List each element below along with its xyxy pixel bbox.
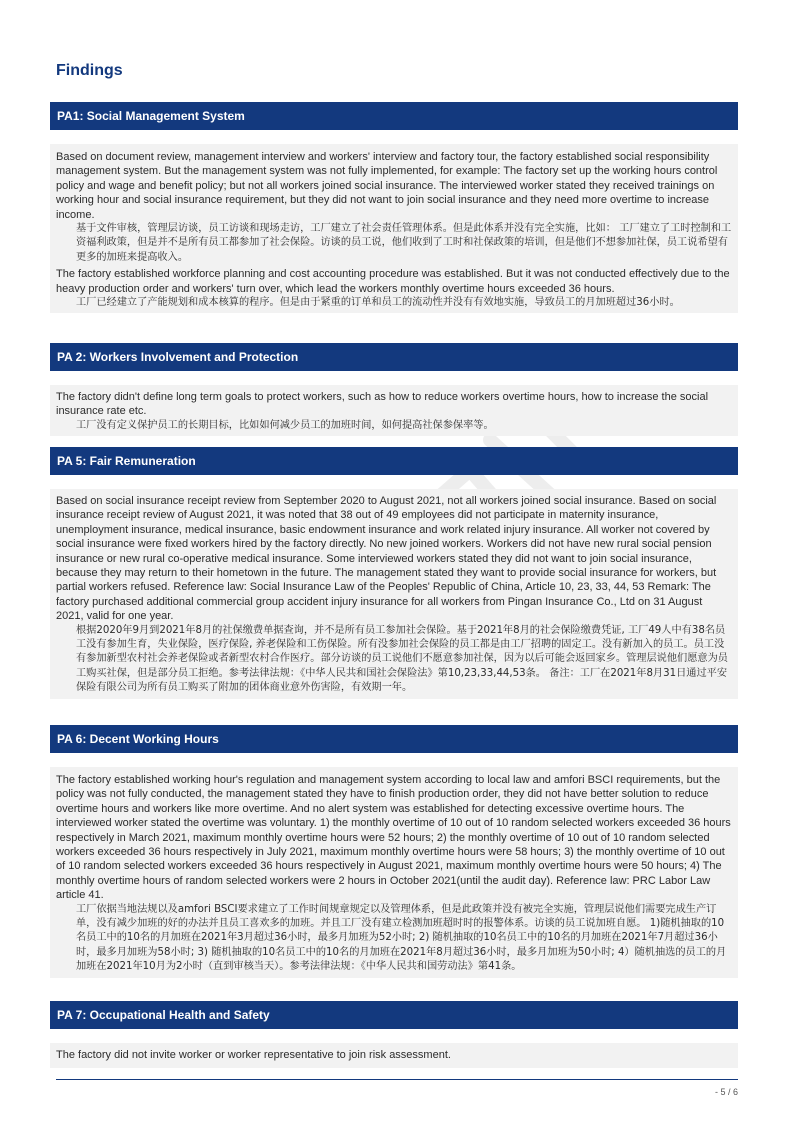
finding-text-cn: 工厂已经建立了产能规划和成本核算的程序。但是由于紧重的订单和员工的流动性并没有有效地实施，导致员工的月加班超过36小时。 — [76, 297, 680, 309]
section-heading: PA 7: Occupational Health and Safety — [50, 1001, 738, 1029]
finding-text-en: The factory established workforce planning and cost accounting procedure was established. But it was not conducted effectively due to the heavy production order and workers' turn over, which lead the workers monthly overtime hours exceeded 36 hours. — [56, 268, 730, 295]
finding-text-en: Based on document review, management interview and workers' interview and factory tour, the factory established social responsibility management system. But the management system was not fully implemented, for example: The factory set up the working hours control policy and wage and benefit policy; but not all workers joined social insurance. The interviewed worker stated they received trainings on working hour and social insurance requirement, but they did not want to join social insurance and they need more overtime to increase income. — [56, 151, 718, 221]
section-pa6 — [50, 725, 738, 978]
section-content — [50, 144, 738, 313]
finding-text-cn: 基于文件审核，管理层访谈，员工访谈和现场走访，工厂建立了社会责任管理体系。但是此体系并没有完全实施，比如： 工厂建立了工时控制和工资福利政策，但是并不是所有员工都参加了社会保险。访谈的员工说，他们收到了工时和社保政策的培训，但是他们不想参加社保，员工说希望有更多的加班来提高收入。 — [76, 223, 732, 263]
section-pa5 — [50, 447, 738, 699]
section-heading: PA 6: Decent Working Hours — [50, 725, 738, 753]
section-pa2 — [50, 343, 738, 436]
section-heading: PA 2: Workers Involvement and Protection — [50, 343, 738, 371]
page-number: - 5 / 6 — [714, 1087, 738, 1097]
section-content — [50, 489, 738, 699]
section-heading: PA1: Social Management System — [50, 102, 738, 130]
finding-text-en: The factory did not invite worker or worker representative to join risk assessment. — [56, 1049, 451, 1061]
page-title: Findings — [56, 62, 123, 79]
finding-text-cn: 根据2020年9月到2021年8月的社保缴费单据查询，并不是所有员工参加社会保险。基于2021年8月的社会保险缴费凭证, 工厂49人中有38名员工没有参加生育，失业保险，医疗保险, 养老保险和工伤保险。所有没参加社会保险的员工都是由工厂招聘的固定工。没有新加入的员工。员工没有参加新型农村社会养老保险或者新型农村合作医疗。部分访谈的员工说他们不愿意参加社保，因为以后可能会返回家乡。管理层说他们愿意为员工购买社保，但是部分员工拒绝。参考法律法规：《中华人民共和国社会保险法》第10,23,33,44,53条。 备注：工厂在2021年8月31日通过平安保险有限公司为所有员工购买了附加的团体商业意外伤害险，有效期一年。 — [76, 624, 728, 694]
finding-text-en: The factory established working hour's regulation and management system according to local law and amfori BSCI requirements, but the policy was not fully conducted, the management stated they have to finish production order, they did not have better solution to reduce overtime hours and workers like more overtime. And no alert system was established for detecting excessive overtime hours. The interviewed worker stated the overtime was voluntary. 1) the monthly overtime of 10 out of 10 random selected workers exceeded 36 hours respectively in March 2021, maximum monthly overtime hours were 52 hours; 2) the monthly overtime of 10 out of 10 random selected workers exceeded 36 hours respectively in July 2021, maximum monthly overtime hours were 58 hours; 3) the monthly overtime of 10 out of 10 random selected workers exceeded 36 hours respectively in August 2021, maximum monthly overtime hours were 50 hours; 4) The monthly overtime hours of random selected workers were 2 hours in October 2021(until the audit day). Reference law: PRC Labor Law article 41. — [56, 774, 731, 902]
finding-text-cn: 工厂依据当地法规以及amfori BSCI要求建立了工作时间规章规定以及管理体系，但是此政策并没有被完全实施，管理层说他们需要完成生产订单，没有减少加班的好的办法并且员工喜欢多的加班。并且工厂没有建立检测加班超时时的报警体系。访谈的员工说加班自愿。 1)随机抽取的10名员工中的10名的月加班在2021年3月超过36小时，最多月加班为52小时; 2) 随机抽取的10名员工中的10名的月加班在2021年7月超过36小时，最多月加班为58小时; 3) 随机抽取的10名员工中的10名的月加班在2021年8月超过36小时，最多月加班为50小时; 4）随机抽选的员工的月加班在2021年10月为2小时（直到审核当天）。参考法律法规：《中华人民共和国劳动法》第41条。 — [76, 903, 727, 973]
section-pa7 — [50, 1001, 738, 1068]
finding-text-en: The factory didn't define long term goals to protect workers, such as how to reduce workers overtime hours, how to increase the social insurance rate etc. — [56, 391, 709, 418]
section-content — [50, 1043, 738, 1068]
section-heading: PA 5: Fair Remuneration — [50, 447, 738, 475]
section-pa1 — [50, 102, 738, 313]
section-content — [50, 767, 738, 978]
finding-text-en: Based on social insurance receipt review from September 2020 to August 2021, not all workers joined social insurance. Based on social insurance receipt review of August 2021, it was noted that 38 out of 49 employees did not participate in maternity insurance, unemployment insurance, medical insurance, basic endowment insurance and work related injury insurance. All worker not covered by social insurance were fixed workers hired by the factory directly. No new joined workers. Workers did not have new rural social pension insurance or new rural co-operative medical insurance. Some interviewed workers stated they did not want to join social insurance, because they may return to their hometown in the future. The management stated they want to provide social insurance for workers, but partial workers refused. Reference law: Social Insurance Law of the Peoples' Republic of China, Article 10, 23, 33, 44, 53 Remark: The factory purchased additional commercial group accident injury insurance for all workers from Pingan Insurance Co., Ltd on 31 August 2021, valid for one year. — [56, 495, 717, 623]
finding-text-cn: 工厂没有定义保护员工的长期目标，比如如何减少员工的加班时间，如何提高社保参保率等。 — [76, 419, 494, 431]
footer-divider — [56, 1079, 738, 1080]
section-content — [50, 385, 738, 436]
